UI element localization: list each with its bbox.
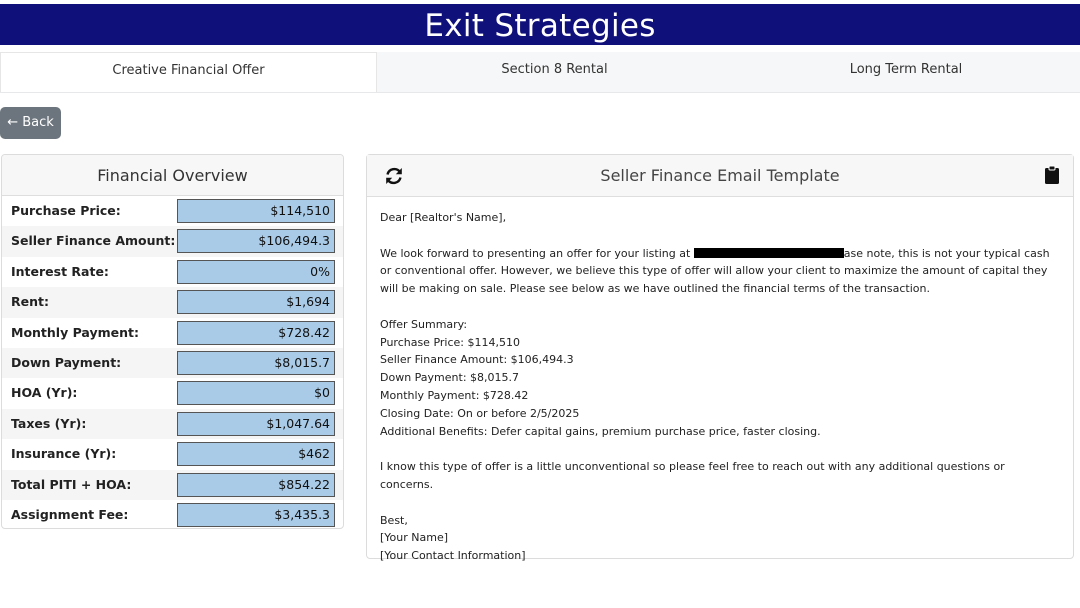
overview-value: $8,015.7 xyxy=(177,351,335,375)
overview-value: $728.42 xyxy=(177,321,335,345)
overview-row xyxy=(2,439,343,469)
overview-row xyxy=(2,470,343,500)
email-template-header xyxy=(367,155,1073,197)
overview-row xyxy=(2,318,343,348)
overview-label: Assignment Fee: xyxy=(11,506,129,522)
overview-value: $0 xyxy=(177,381,335,405)
offer-summary-line: Seller Finance Amount: $106,494.3 xyxy=(380,353,574,367)
overview-value: $462 xyxy=(177,442,335,466)
tab-long-term-rental[interactable]: Long Term Rental xyxy=(849,62,963,77)
overview-row xyxy=(2,378,343,408)
financial-overview-card xyxy=(1,154,344,529)
page-title: Exit Strategies xyxy=(424,8,656,44)
redacted-address xyxy=(694,248,844,258)
email-closing-note: I know this type of offer is a little unconventional so please feel free to reach out with any additional questions or concerns. xyxy=(380,460,1005,491)
email-body xyxy=(380,209,1060,565)
overview-row xyxy=(2,226,343,256)
overview-row xyxy=(2,500,343,529)
financial-overview-rows xyxy=(2,196,343,529)
overview-row xyxy=(2,409,343,439)
offer-summary-line: Closing Date: On or before 2/5/2025 xyxy=(380,406,580,420)
overview-label: Insurance (Yr): xyxy=(11,446,117,462)
overview-value: $106,494.3 xyxy=(177,229,335,253)
overview-label: Monthly Payment: xyxy=(11,324,139,340)
page-header xyxy=(0,4,1080,45)
clipboard-icon[interactable] xyxy=(1044,165,1060,185)
overview-value: $1,694 xyxy=(177,290,335,314)
offer-summary-line: Purchase Price: $114,510 xyxy=(380,335,520,349)
email-contact-placeholder: [Your Contact Information] xyxy=(380,549,526,563)
offer-summary-heading: Offer Summary: xyxy=(380,317,468,331)
email-name-placeholder: [Your Name] xyxy=(380,531,449,545)
email-template-title: Seller Finance Email Template xyxy=(600,166,840,185)
overview-label: Seller Finance Amount: xyxy=(11,233,176,249)
offer-summary-line: Down Payment: $8,015.7 xyxy=(380,371,520,385)
back-button[interactable]: ← Back xyxy=(0,107,61,139)
email-intro-rest: ase note, this is not your typical cash or conventional offer. However, we believe this type of offer will allow your client to maximize the amount of capital they will be making on sale. Please see below as we have outlined the financial terms of the transaction. xyxy=(380,246,1050,296)
tab-section-8-rental[interactable]: Section 8 Rental xyxy=(501,62,608,77)
overview-label: Interest Rate: xyxy=(11,263,109,279)
overview-label: Total PITI + HOA: xyxy=(11,476,132,492)
overview-label: Rent: xyxy=(11,294,49,310)
overview-row xyxy=(2,287,343,317)
email-signoff: Best, xyxy=(380,513,408,527)
overview-label: Purchase Price: xyxy=(11,203,121,218)
offer-summary-line: Additional Benefits: Defer capital gains, premium purchase price, faster closing. xyxy=(380,424,821,438)
overview-value: 0% xyxy=(177,260,335,284)
strategy-tabs xyxy=(0,52,1080,93)
tab-creative-financial-offer[interactable]: Creative Financial Offer xyxy=(0,52,377,92)
email-greeting: Dear [Realtor's Name], xyxy=(380,211,507,224)
overview-label: HOA (Yr): xyxy=(11,385,78,401)
offer-summary-line: Monthly Payment: $728.42 xyxy=(380,388,529,402)
overview-row xyxy=(2,257,343,287)
email-intro-start: We look forward to presenting an offer for your listing at xyxy=(380,246,694,260)
overview-value: $854.22 xyxy=(177,473,335,497)
financial-overview-title: Financial Overview xyxy=(2,155,343,196)
email-intro xyxy=(380,245,1060,298)
email-template-card xyxy=(366,154,1074,563)
overview-label: Taxes (Yr): xyxy=(11,415,87,431)
overview-row xyxy=(2,196,343,226)
overview-value: $3,435.3 xyxy=(177,503,335,527)
overview-row xyxy=(2,348,343,378)
overview-value: $1,047.64 xyxy=(177,412,335,436)
overview-value: $114,510 xyxy=(177,199,335,223)
overview-label: Down Payment: xyxy=(11,354,122,370)
